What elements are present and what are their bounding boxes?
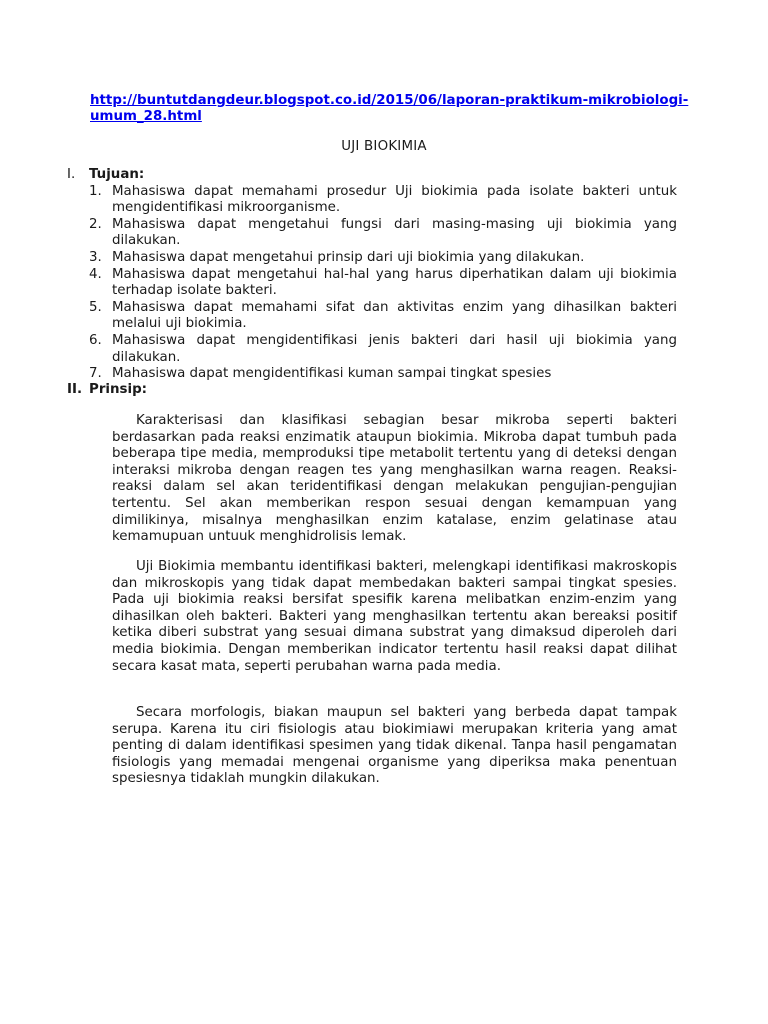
source-link[interactable]: http://buntutdangdeur.blogspot.co.id/2015/06/laporan-praktikum-mikrobiologi-umum_28.html	[90, 93, 689, 124]
list-item	[89, 333, 677, 366]
list-item-number: 6.	[89, 332, 102, 348]
section-heading-tujuan	[67, 167, 687, 184]
list-item-text: Mahasiswa dapat mengetahui fungsi dari masing-masing uji biokimia yang dilakukan.	[112, 216, 677, 249]
section-title: Tujuan:	[89, 167, 145, 182]
paragraph: Uji Biokimia membantu identifikasi bakteri, melengkapi identifikasi makroskopis dan mikroskopis yang tidak dapat membedakan bakteri sampai tingkat spesies. Pada uji biokimia reaksi bersifat spesifik karena melibatkan enzim-enzim yang dihasilkan oleh bakteri. Bakteri yang menghasilkan tertentu akan bereaksi positif ketika diberi substrat yang sesuai dimana substrat yang dimaksud diperoleh dari media biokimia. Dengan memberikan indicator tertentu hasil reaksi dapat dilihat secara kasat mata, seperti perubahan warna pada media.	[112, 559, 677, 674]
section-numeral: II.	[67, 382, 83, 397]
list-item-text: Mahasiswa dapat mengidentifikasi jenis bakteri dari hasil uji biokimia yang dilakukan.	[112, 332, 677, 365]
goals-list	[89, 184, 677, 383]
list-item	[89, 300, 677, 333]
section-heading-prinsip	[67, 382, 687, 399]
paragraph: Secara morfologis, biakan maupun sel bakteri yang berbeda dapat tampak serupa. Karena itu ciri fisiologis atau biokimiawi merupakan kriteria yang amat penting di dalam identifikasi spesimen yang tidak dikenal. Tanpa hasil pengamatan fisiologis yang memadai mengenai organisme yang diperiksa maka penentuan spesiesnya tidaklah mungkin dilakukan.	[112, 705, 677, 787]
list-item-number: 4.	[89, 266, 102, 282]
list-item	[89, 217, 677, 250]
section-title: Prinsip:	[89, 382, 148, 397]
list-item-text: Mahasiswa dapat memahami sifat dan aktivitas enzim yang dihasilkan bakteri melalui uji biokimia.	[112, 299, 677, 332]
section-tujuan	[67, 167, 687, 383]
list-item-number: 2.	[89, 216, 102, 232]
paragraph: Karakterisasi dan klasifikasi sebagian besar mikroba seperti bakteri berdasarkan pada reaksi enzimatik ataupun biokimia. Mikroba dapat tumbuh pada beberapa tipe media, memproduksi tipe metabolit tertentu yang di deteksi dengan interaksi mikroba dengan reagen tes yang menghasilkan warna reagen. Reaksi-reaksi dalam sel akan teridentifikasi dengan melakukan pengujian-pengujian tertentu. Sel akan memberikan respon sesuai dengan kemampuan yang dimilikinya, misalnya menghasilkan enzim katalase, enzim gelatinase atau kemamupuan untuuk menghidrolisis lemak.	[112, 413, 677, 545]
section-prinsip	[67, 382, 687, 399]
list-item	[89, 250, 677, 267]
list-item-number: 1.	[89, 183, 102, 199]
list-item-number: 7.	[89, 366, 102, 382]
document-title: UJI BIOKIMIA	[341, 139, 427, 154]
list-item-number: 5.	[89, 299, 102, 315]
list-item-text: Mahasiswa dapat memahami prosedur Uji biokimia pada isolate bakteri untuk mengidentifikasi mikroorganisme.	[112, 183, 677, 216]
list-item-text: Mahasiswa dapat mengetahui hal-hal yang harus diperhatikan dalam uji biokimia terhadap isolate bakteri.	[112, 266, 677, 299]
list-item-text: Mahasiswa dapat mengidentifikasi kuman sampai tingkat spesies	[112, 366, 552, 382]
section-numeral: I.	[67, 167, 76, 182]
list-item	[89, 366, 677, 383]
list-item-number: 3.	[89, 249, 102, 265]
list-item-text: Mahasiswa dapat mengetahui prinsip dari uji biokimia yang dilakukan.	[112, 249, 585, 265]
list-item	[89, 184, 677, 217]
list-item	[89, 267, 677, 300]
